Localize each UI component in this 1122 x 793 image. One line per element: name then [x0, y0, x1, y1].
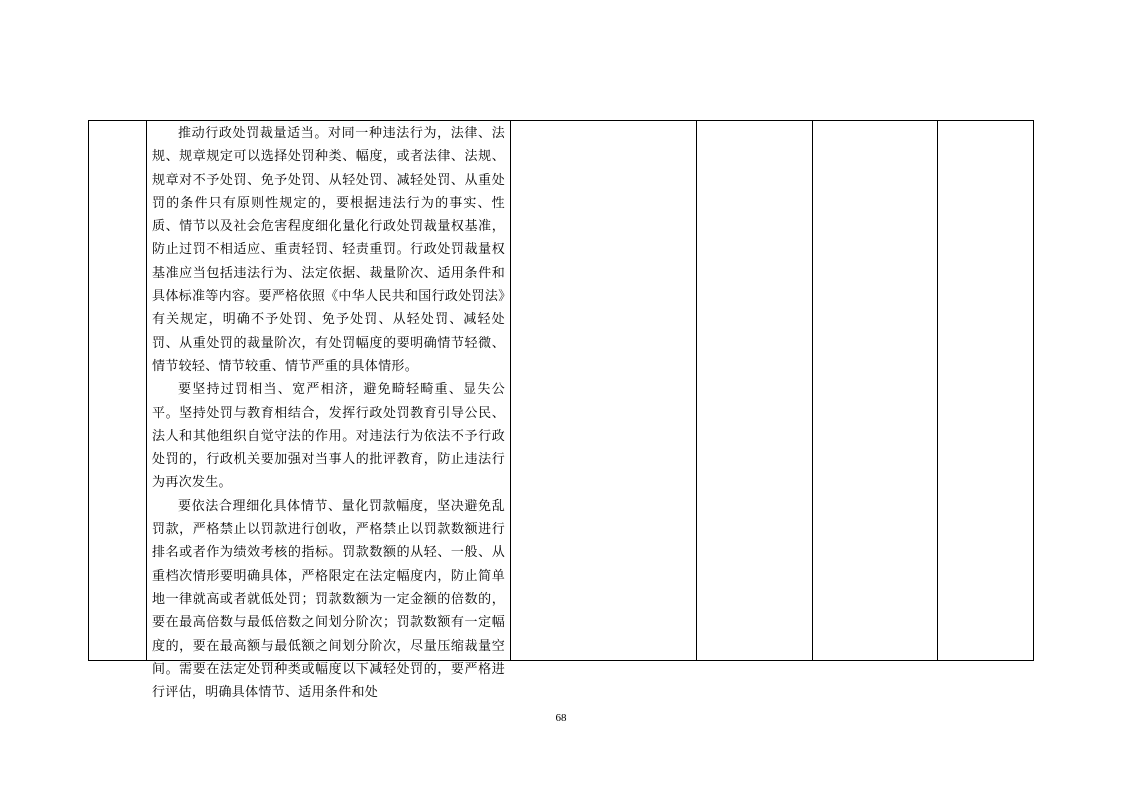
column-divider-4 [812, 121, 813, 660]
column-divider-2 [510, 121, 511, 660]
page-number: 68 [555, 712, 567, 724]
column-divider-3 [696, 121, 697, 660]
content-table [88, 120, 1034, 701]
paragraph-1: 推动行政处罚裁量适当。对同一种违法行为，法律、法规、规章规定可以选择处罚种类、幅度，或者法律、法规、规章对不予处罚、免予处罚、从轻处罚、减轻处罚、从重处罚的条件只有原则性规定的，要根据违法行为的事实、性质、情节以及社会危害程度细化量化行政处罚裁量权基准，防止过罚不相适应、重责轻罚、轻责重罚。行政处罚裁量权基准应当包括违法行为、法定依据、裁量阶次、适用条件和具体标准等内容。要严格依照《中华人民共和国行政处罚法》有关规定，明确不予处罚、免予处罚、从轻处罚、减轻处罚、从重处罚的裁量阶次，有处罚幅度的要明确情节轻微、情节较轻、情节较重、情节严重的具体情形。 [152, 126, 505, 374]
paragraph-2: 要坚持过罚相当、宽严相济，避免畸轻畸重、显失公平。坚持处罚与教育相结合，发挥行政处罚教育引导公民、法人和其他组织自觉守法的作用。对违法行为依法不予行政处罚的，行政机关要加强对当事人的批评教育，防止违法行为再次发生。 [152, 382, 505, 491]
column-divider-5 [937, 121, 938, 660]
content-cell [147, 121, 510, 701]
paragraph-3: 要依法合理细化具体情节、量化罚款幅度，坚决避免乱罚款，严格禁止以罚款进行创收，严格禁止以罚款数额进行排名或者作为绩效考核的指标。罚款数额的从轻、一般、从重档次情形要明确具体，严格限定在法定幅度内，防止简单地一律就高或者就低处罚；罚款数额为一定金额的倍数的，要在最高倍数与最低倍数之间划分阶次；罚款数额有一定幅度的，要在最高额与最低额之间划分阶次，尽量压缩裁量空间。需要在法定处罚种类或幅度以下减轻处罚的，要严格进行评估，明确具体情节、适用条件和处 [152, 498, 505, 701]
